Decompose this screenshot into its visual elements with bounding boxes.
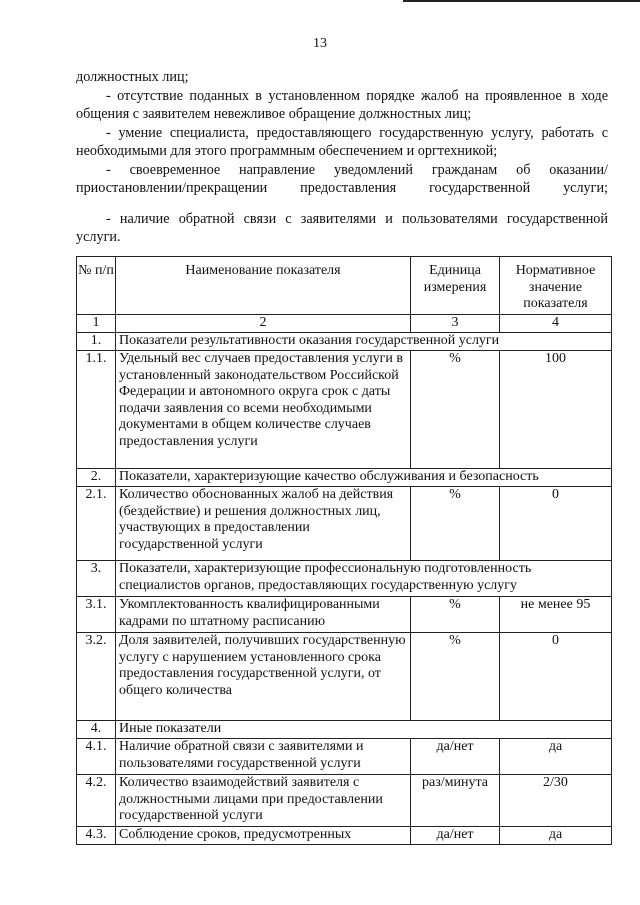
section-row (77, 721, 612, 739)
column-number: 4 (500, 315, 612, 333)
header-indicator-name: Наименование показателя (116, 257, 411, 315)
column-number: 1 (77, 315, 116, 333)
unit-cell: да/нет (411, 827, 500, 845)
section-row (77, 561, 612, 597)
unit-cell: да/нет (411, 739, 500, 775)
value-cell: 2/30 (500, 775, 612, 827)
paragraph-specialist-skills: - умение специалиста, предоставляющего государственную услугу, работать с необходимыми для этого программным обеспечением и оргтехникой; (76, 125, 608, 160)
column-number: 3 (411, 315, 500, 333)
value-cell: 100 (500, 351, 612, 469)
section-title: Показатели, характеризующие качество обслуживания и безопасность (116, 469, 612, 487)
unit-cell: % (411, 487, 500, 561)
table-row (77, 739, 612, 775)
table-row (77, 351, 612, 469)
table-row (77, 827, 612, 845)
indicator-name: Наличие обратной связи с заявителями и пользователями государственной услуги (116, 739, 411, 775)
value-cell: 0 (500, 487, 612, 561)
page-number: 13 (313, 36, 327, 51)
row-number: 1.1. (77, 351, 116, 469)
paragraph-notifications: - своевременное направление уведомлений гражданам об оказании/приостановлении/прекращении предоставления государственной услуги; (76, 162, 608, 197)
indicator-name: Укомплектованность квалифицированными кадрами по штатному расписанию (116, 597, 411, 633)
row-number: 4. (77, 721, 116, 739)
table-row (77, 487, 612, 561)
row-number: 3. (77, 561, 116, 597)
row-number: 4.2. (77, 775, 116, 827)
table-row (77, 597, 612, 633)
section-row (77, 469, 612, 487)
header-normative-value: Нормативное значение показателя (500, 257, 612, 315)
row-number: 3.2. (77, 633, 116, 721)
header-number: № п/п (77, 257, 116, 315)
section-title: Показатели результативности оказания государственной услуги (116, 333, 612, 351)
row-number: 4.1. (77, 739, 116, 775)
section-title: Показатели, характеризующие профессиональную подготовленность специалистов органов, предоставляющих государственную услугу (116, 561, 612, 597)
table-row (77, 633, 612, 721)
paragraph-feedback: - наличие обратной связи с заявителями и пользователями государственной услуги. (76, 211, 608, 246)
indicators-table (76, 256, 612, 845)
indicator-name: Удельный вес случаев предоставления услуги в установленный законодательством Российской Федерации и автономного округа срок с даты подачи заявления со всеми необходимыми документами в общем количестве случаев предоставления услуги (116, 351, 411, 469)
indicator-name: Доля заявителей, получивших государственную услугу с нарушением установленного срока предоставления государственной услуги, от общего количества (116, 633, 411, 721)
table-header-row (77, 257, 612, 315)
unit-cell: раз/минута (411, 775, 500, 827)
indicator-name: Количество обоснованных жалоб на действия (бездействие) и решения должностных лиц, участвующих в предоставлении государственной услуги (116, 487, 411, 561)
indicator-name: Соблюдение сроков, предусмотренных (116, 827, 411, 845)
paragraph-complaints: - отсутствие поданных в установленном порядке жалоб на проявленное в ходе общения с заявителем невежливое обращение должностных лиц; (76, 88, 608, 123)
header-unit: Единица измерения (411, 257, 500, 315)
section-title: Иные показатели (116, 721, 612, 739)
column-numbers-row (77, 315, 612, 333)
table-row (77, 775, 612, 827)
row-number: 4.3. (77, 827, 116, 845)
value-cell: не менее 95 (500, 597, 612, 633)
column-number: 2 (116, 315, 411, 333)
top-rule (403, 0, 640, 2)
value-cell: да (500, 739, 612, 775)
row-number: 2.1. (77, 487, 116, 561)
row-number: 2. (77, 469, 116, 487)
row-number: 3.1. (77, 597, 116, 633)
row-number: 1. (77, 333, 116, 351)
value-cell: да (500, 827, 612, 845)
value-cell: 0 (500, 633, 612, 721)
unit-cell: % (411, 351, 500, 469)
paragraph-continuation: должностных лиц; (76, 69, 189, 85)
section-row (77, 333, 612, 351)
indicator-name: Количество взаимодействий заявителя с должностными лицами при предоставлении государственной услуги (116, 775, 411, 827)
unit-cell: % (411, 597, 500, 633)
unit-cell: % (411, 633, 500, 721)
